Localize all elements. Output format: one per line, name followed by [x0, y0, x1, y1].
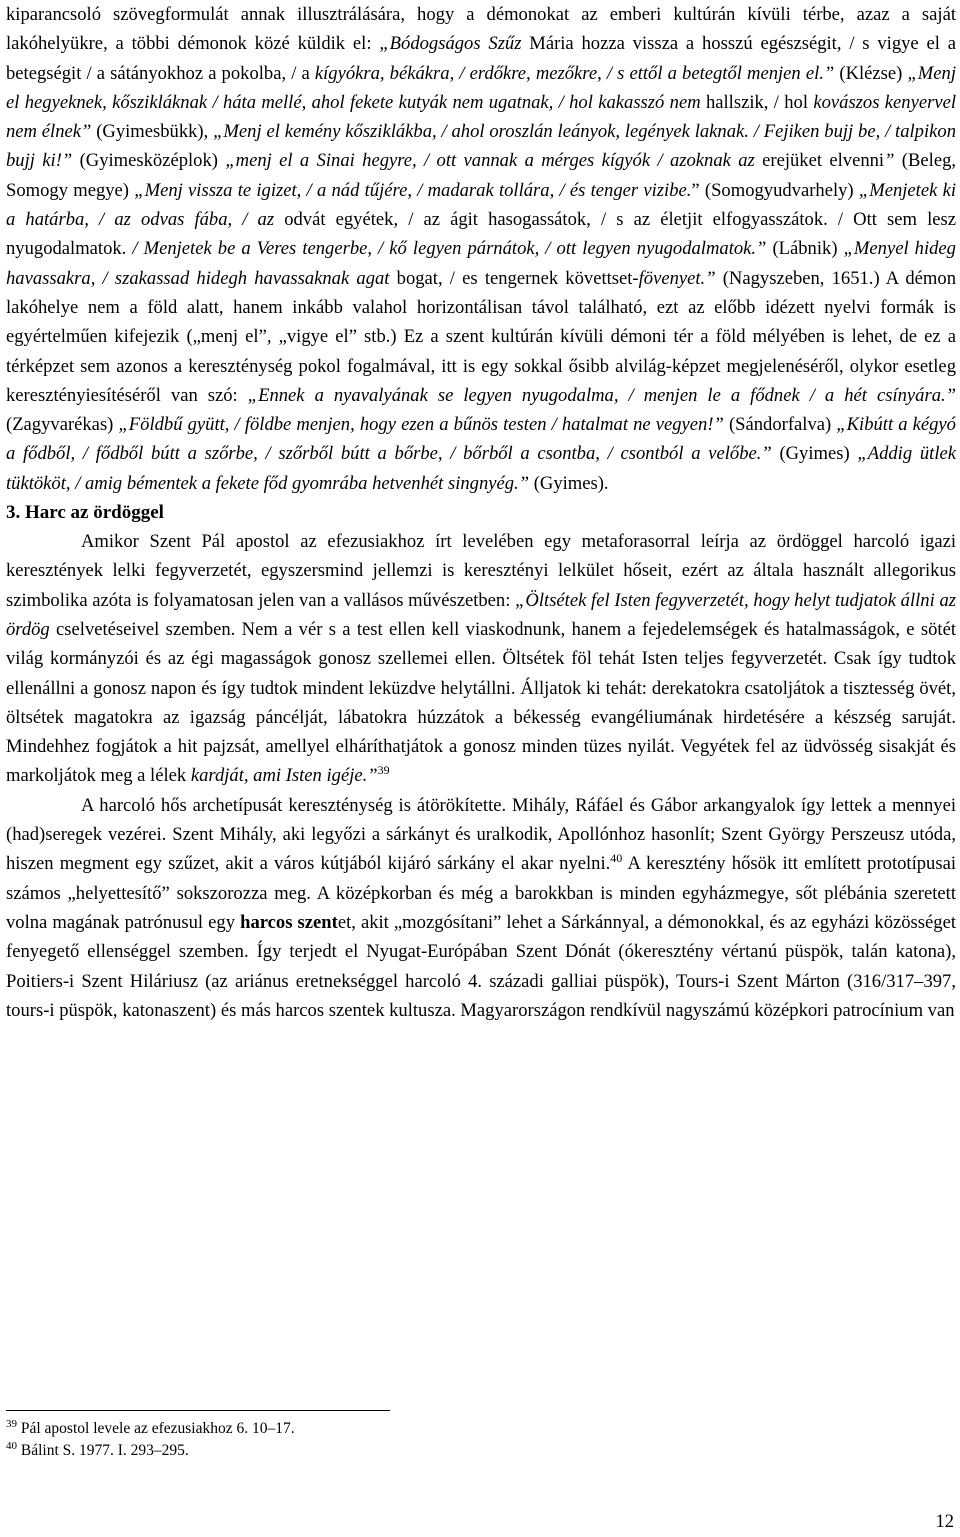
body-text: A harcoló hős archetípusát kereszténység is átörökítette. Mihály, Ráfáel és Gábor arkangyalok így lettek a mennyei (had)seregek vezérei. Szent Mihály, aki legyőzi a sárkányt és uralkodik, Apollónhoz hasonlít; Szent György Perszeusz utóda, hiszen megment egy szűzet, akit a város kútjából kijáró sárkány el akar nyelni. [6, 794, 956, 875]
italic-quote: „Földbű gyütt, / földbe menjen, hogy ezen a bűnös testen / hatalmat ne vegyen!” [118, 414, 724, 436]
italic-quote: „Menj el hegyeknek, kőszikláknak / háta mellé, ahol fekete kutyák nem ugatnak, / hol kakasszó nem [6, 62, 957, 113]
body-text: ” (Somogyudvarhely) [691, 179, 859, 201]
footnote-number: 40 [6, 1440, 17, 1452]
body-text: (Beleg, Somogy megye) [6, 150, 957, 201]
body-text: A keresztény hősök itt említett prototípusai számos „helyettesítő” sokszorozza meg. A középkorban és még a barokkban is minden egyházmegye, sőt plébánia szeretett volna magának patrónusul egy [6, 853, 956, 933]
section-heading: 3. Harc az ördöggel [6, 502, 164, 524]
footnote [6, 1418, 906, 1440]
body-text: (Gyimes). [529, 472, 609, 494]
body-text: (Sándorfalva) [723, 414, 837, 436]
body-text: kiparancsoló szövegformulát annak illusztrálására, hogy a démonokat az emberi kultúrán kívüli térbe, azaz a saját lakóhelyükre, a többi démonok közé küldik el: [6, 4, 956, 55]
body-text: erejüket elvenni [754, 150, 885, 172]
footnote-text: Pál apostol levele az efezusiakhoz 6. 10–17. [20, 1420, 295, 1437]
footnote-ref: 40 [610, 851, 623, 866]
body-text: (Zagyvarékas) [6, 414, 119, 436]
italic-quote: fövenyet.” [638, 267, 716, 289]
italic-quote: ” [884, 150, 895, 172]
body-text: (Gyimes) [771, 443, 858, 465]
italic-quote: „Ennek a nyavalyának se legyen nyugodalma, / menjen le a fődnek / a hét csínyára.” [247, 384, 956, 406]
body-text: cselvetéseivel szemben. Nem a vér s a test ellen kell viaskodnunk, hanem a fejedelemségek és hatalmasságok, e sötét világ kormányzói és az égi magasságok gonosz szellemei ellen. Öltsétek föl tehát Isten teljes fegyverzetét. Csak így tudtok ellenállni a gonosz napon és így tudtok mindent leküzdve helytállni. Álljatok ki tehát: derekatokra csatoljátok a tisztesség övét, öltsétek magatokra az igazság páncélját, lábatokra húzzátok a békesség evangéliumának hirdetésére a készség saruját. Mindehhez fogjátok a hit pajzsát, amellyel elháríthatjátok a gonosz minden tüzes nyilát. Vegyétek fel az üdvösség sisakját és markoljátok meg a lélek [6, 618, 956, 787]
italic-quote: „Addig ütlek tüktököt, / amig bémentek a fekete főd gyomrába hetvenhét singnyég.” [6, 443, 956, 494]
italic-quote: „menj el a Sinai hegyre, / ott vannak a mérges kígyók / azoknak az [225, 150, 755, 172]
body-text: (Klézse) [834, 62, 908, 84]
bold-text: harcos szent [240, 911, 338, 933]
italic-quote: / Menjetek be a Veres tengerbe, / kő legyen párnátok, / ott legyen nyugodalmatok.” [132, 238, 767, 260]
italic-quote: „Menyel hideg havassakra, / szakassad hidegh havassaknak agat [6, 238, 956, 289]
paragraph-incantations [6, 0, 956, 498]
paragraph-saint-paul [6, 527, 956, 791]
italic-quote: „Bódogságos Szűz [379, 33, 522, 55]
footnote-text: Bálint S. 1977. I. 293–295. [20, 1442, 189, 1459]
body-text: (Gyimesbükk), [91, 121, 214, 143]
footnote [6, 1440, 906, 1462]
footnote-divider [6, 1410, 390, 1411]
page-number: 12 [935, 1512, 954, 1532]
italic-quote: „Öltsétek fel Isten fegyverzetét, hogy helyt tudjatok állni az ördög [6, 589, 956, 640]
page-body [6, 0, 956, 1025]
footnote-number: 39 [6, 1418, 17, 1430]
paragraph-warrior-hero [6, 791, 956, 1025]
body-text: Amikor Szent Pál apostol az efezusiakhoz írt levelében egy metaforasorral leírja az ördöggel harcoló igazi keresztények lelki fegyverzetét, egyszersmind jellemzi is keresztényi lelkület hőseit, ezért az általa használt allegorikus szimbolika azóta is folyamatosan jelen van a vallásos művészetben: [6, 531, 956, 611]
body-text: Mária hozza vissza a hosszú egészségit, / s vigye el a betegségit / a sátányokhoz a pokolba, / a [6, 33, 956, 84]
italic-quote: kovászos kenyervel nem élnek” [6, 91, 956, 143]
italic-quote: „Menjetek ki a határba, / az odvas fába, / az [6, 179, 957, 231]
body-text: (Lábnik) [766, 238, 844, 260]
italic-quote: „Menj el kemény kősziklákba, / ahol oroszlán leányok, legények laknak. / Fejiken bujj be, / talpikon bujj ki!” [6, 121, 956, 172]
footnote-ref: 39 [377, 763, 390, 778]
footnotes [6, 1418, 906, 1462]
body-text: (Gyimesközéplok) [72, 150, 226, 172]
italic-quote: kígyókra, békákra, / erdőkre, mezőkre, / s ettől a betegtől menjen el.” [314, 62, 835, 84]
body-text: et, akit „mozgósítani” lehet a Sárkánnyal, a démonokkal, és az egyházi közösséget fenyegető ellenséggel szemben. Így terjedt el Nyugat-Európában Szent Dónát (ókeresztény vértanú püspök, talán katona), Poitiers-i Szent Hiláriusz (az ariánus eretnekséggel harcoló 4. századi galliai püspök), Tours-i Szent Márton (316/317–397, tours-i püspök, katonaszent) és más harcos szentek kultusza. Magyarországon rendkívül nagyszámú középkori patrocínium van [6, 911, 956, 1021]
body-text: hallszik, / hol [700, 91, 814, 113]
body-text: odvát egyétek, / az ágit hasogassátok, / s az életjit elfogyasszátok. / Ott sem lesz nyugodalmatok. [6, 209, 957, 260]
italic-quote: kardját, ami Isten igéje.” [190, 765, 378, 787]
body-text: (Nagyszeben, 1651.) A démon lakóhelye nem a föld alatt, hanem inkább valahol horizontálisan távol található, ezt az előbb idézett nyelvi formák is egyértelműen kifejezik („menj el”, „vigye el” stb.) Ez a szent kultúrán kívüli démoni tér a föld mélyében is lehet, de ez a térképzet sem azonos a kereszténység pokol fogalmával, itt is egy sokkal ősibb alvilág-képzet megjelenéséről, olykor esetleg keresztényiesítéséről van szó: [6, 267, 956, 406]
italic-quote: „Menj vissza te igizet, / a nád tűjére, / madarak tollára, / és tenger vizibe. [134, 179, 692, 201]
body-text: bogat, / es tengernek követtset- [389, 267, 639, 289]
italic-quote: „Kibútt a kégyó a fődből, / fődből bútt a szőrbe, / szőrből bútt a bőrbe, / bőrből a csontba, / csontból a velőbe.” [6, 414, 956, 465]
